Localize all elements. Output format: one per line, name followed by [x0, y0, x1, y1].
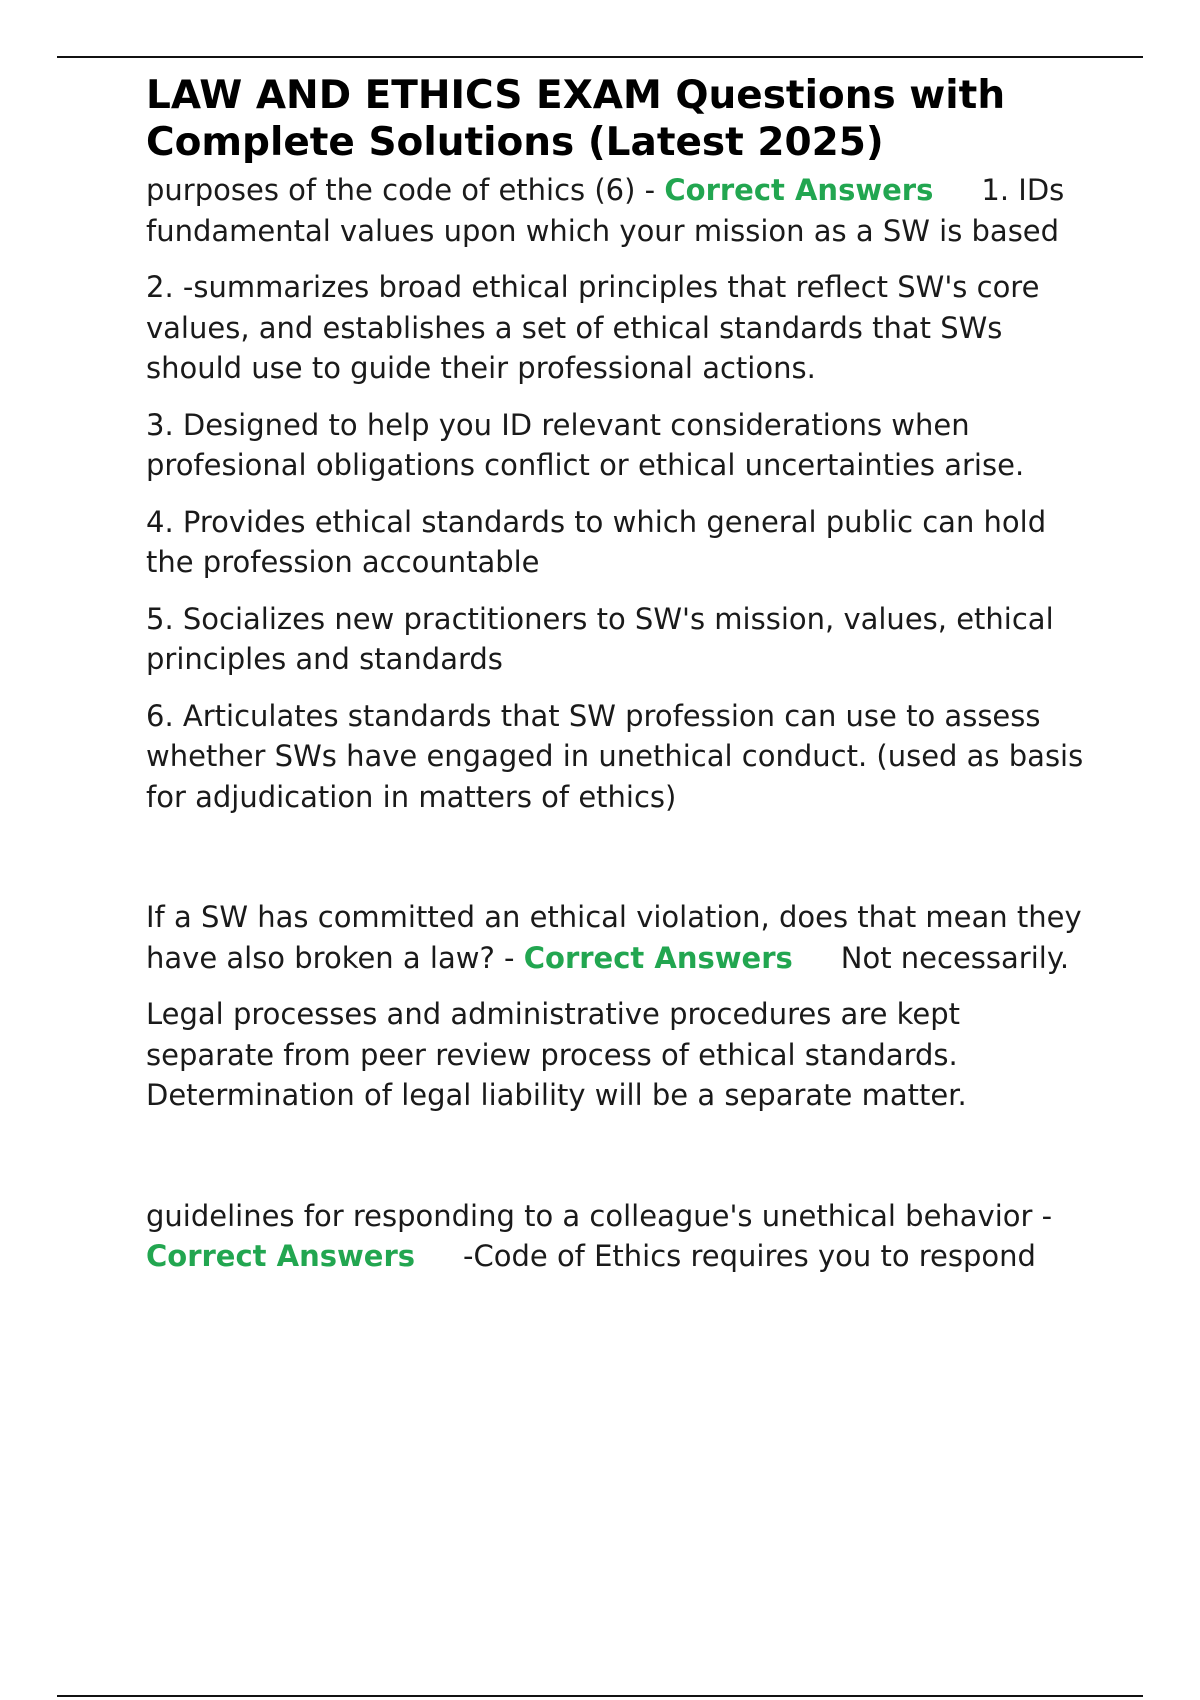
- question-1-text: purposes of the code of ethics (6) -: [146, 173, 665, 207]
- answer-1-start: 1. IDs fundamental values upon which your mission as a SW is based: [146, 173, 1065, 248]
- answer-1-item-4: 4. Provides ethical standards to which general public can hold the profession accountable: [146, 504, 1047, 579]
- answer-2-start: Not necessarily.: [840, 940, 1070, 975]
- question-3-text: guidelines for responding to a colleague's unethical behavior -: [146, 1198, 1053, 1233]
- answer-2-item-1: Legal processes and administrative procedures are kept separate from peer review process of ethical standards. Determination of legal liability will be a separate matter.: [146, 997, 967, 1112]
- question-3: [146, 1196, 1096, 1277]
- correct-answers-label: Correct Answers: [523, 940, 793, 975]
- bottom-rule: [57, 1695, 1143, 1697]
- top-rule: [57, 56, 1143, 58]
- question-1: [146, 170, 1096, 251]
- document-body: [146, 72, 1096, 1293]
- document-title: LAW AND ETHICS EXAM Questions with Complete Solutions (Latest 2025): [146, 73, 1006, 165]
- correct-answers-label: Correct Answers: [146, 1239, 416, 1273]
- question-2: [146, 897, 1096, 978]
- answer-1-item-2: 2. -summarizes broad ethical principles that reflect SW's core values, and establishes a set of ethical standards that SWs should use to guide their professional actions.: [146, 270, 1040, 385]
- answer-1-item-5: 5. Socializes new practitioners to SW's mission, values, ethical principles and standards: [146, 601, 1054, 676]
- answer-1-item-6: 6. Articulates standards that SW profession can use to assess whether SWs have engaged in unethical conduct. (used as basis for adjudication in matters of ethics): [146, 698, 1084, 814]
- answer-1-item-3: 3. Designed to help you ID relevant considerations when profesional obligations conflict or ethical uncertainties arise.: [146, 407, 1025, 482]
- question-2-text: If a SW has committed an ethical violation, does that mean they have also broken a law? -: [146, 900, 1082, 975]
- answer-3-start: -Code of Ethics requires you to respond: [463, 1239, 1036, 1273]
- correct-answers-label: Correct Answers: [664, 173, 934, 207]
